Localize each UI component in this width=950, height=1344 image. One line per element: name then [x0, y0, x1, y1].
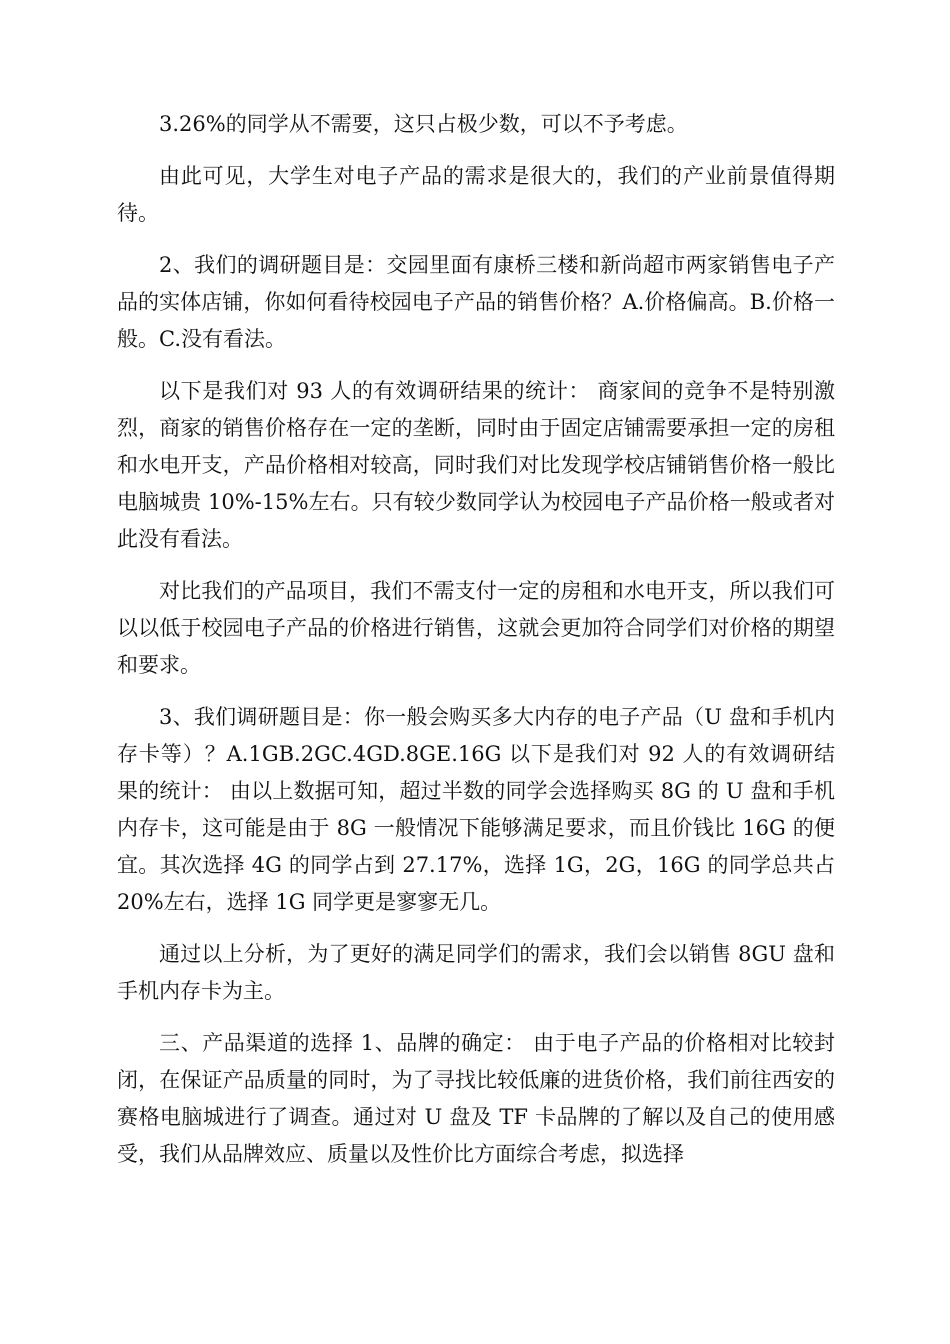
paragraph-4: 以下是我们对 93 人的有效调研结果的统计： 商家间的竞争不是特别激烈，商家的销售价格存在一定的垄断，同时由于固定店铺需要承担一定的房租和水电开支，产品价格相对较高，同时我们对比发现学校店铺销售价格一般比电脑城贵 10%-15%左右。只有较少数同学认为校园电子产品价格一般或者对此没有看法。 — [117, 379, 835, 551]
document-body — [117, 106, 835, 1188]
paragraph-2: 由此可见，大学生对电子产品的需求是很大的，我们的产业前景值得期待。 — [117, 164, 835, 225]
paragraph-1: 3.26%的同学从不需要，这只占极少数，可以不予考虑。 — [159, 112, 688, 136]
paragraph-8: 三、产品渠道的选择 1、品牌的确定： 由于电子产品的价格相对比较封闭，在保证产品质量的同时，为了寻找比较低廉的进货价格，我们前往西安的赛格电脑城进行了调查。通过对 U 盘及 TF 卡品牌的了解以及自己的使用感受，我们从品牌效应、质量以及性价比方面综合考虑，拟选择 — [117, 1031, 835, 1166]
paragraph-3: 2、我们的调研题目是：交园里面有康桥三楼和新尚超市两家销售电子产品的实体店铺，你如何看待校园电子产品的销售价格？A.价格偏高。B.价格一般。C.没有看法。 — [117, 253, 835, 351]
paragraph-6: 3、我们调研题目是：你一般会购买多大内存的电子产品（U 盘和手机内存卡等）？A.1GB.2GC.4GD.8GE.16G 以下是我们对 92 人的有效调研结果的统计： 由以上数据可知，超过半数的同学会选择购买 8G 的 U 盘和手机内存卡，这可能是由于 8G 一般情况下能够满足要求，而且价钱比 16G 的便宜。其次选择 4G 的同学占到 27.17%，选择 1G，2G，16G 的同学总共占 20%左右，选择 1G 同学更是寥寥无几。 — [117, 705, 835, 914]
paragraph-5: 对比我们的产品项目，我们不需支付一定的房租和水电开支，所以我们可以以低于校园电子产品的价格进行销售，这就会更加符合同学们对价格的期望和要求。 — [117, 579, 835, 677]
paragraph-7: 通过以上分析，为了更好的满足同学们的需求，我们会以销售 8GU 盘和手机内存卡为主。 — [117, 942, 835, 1003]
